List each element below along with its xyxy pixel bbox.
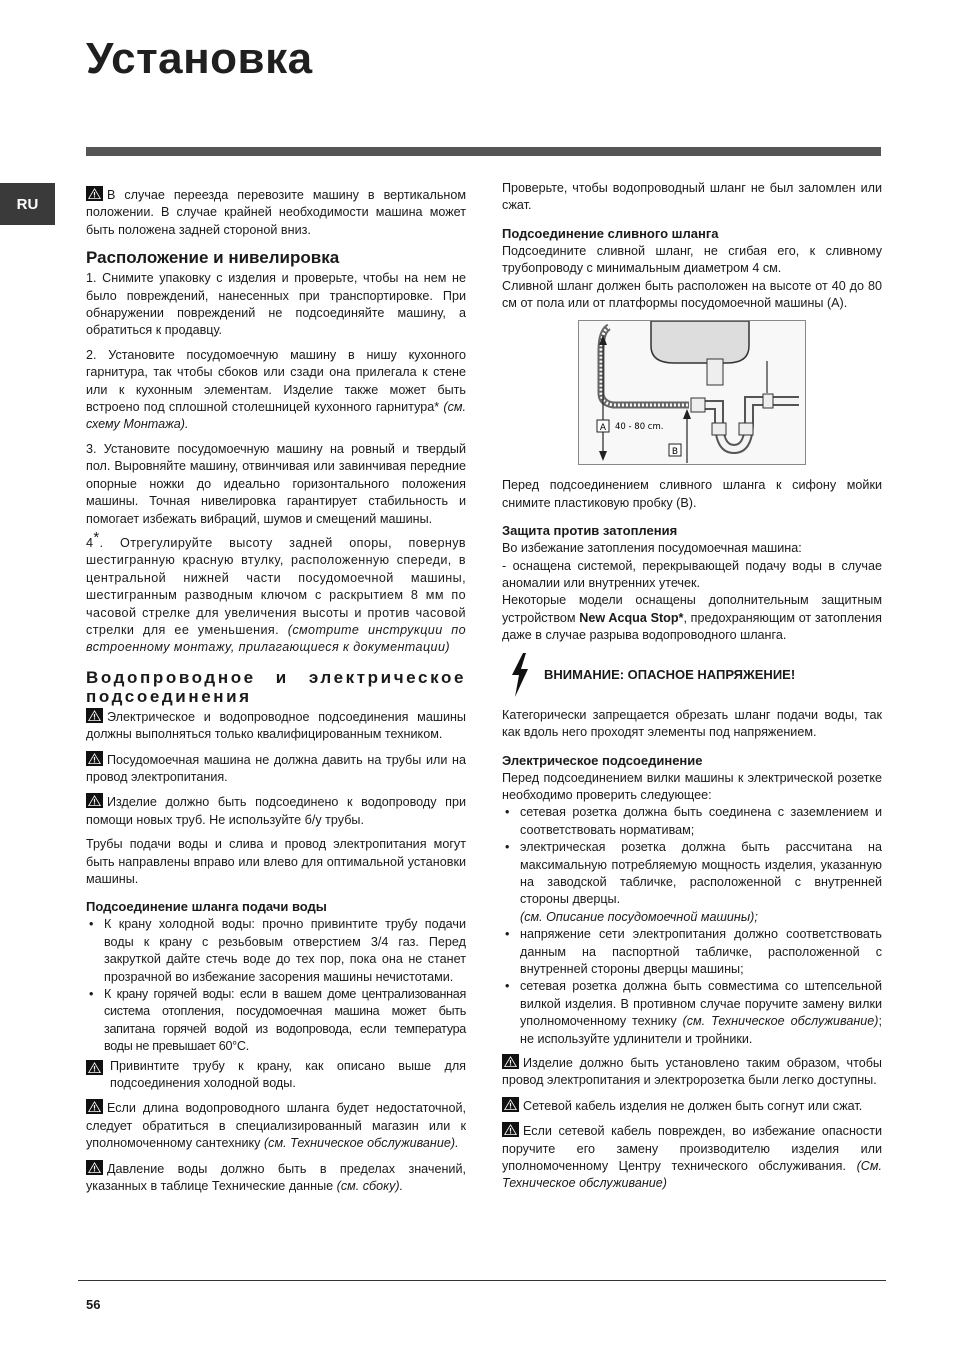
lightning-bolt-icon: [510, 653, 530, 697]
paragraph: Перед подсоединением вилки машины к электрической розетке необходимо проверить следующее:: [502, 770, 882, 802]
language-tab: RU: [0, 183, 55, 225]
paragraph: Проверьте, чтобы водопроводный шланг не был заломлен или сжат.: [502, 181, 882, 213]
warning-note: Если длина водопроводного шланга будет недостаточной, следует обратиться в специализированный магазин или к уполномоченному сантехнику (см. Техническое обслуживание).: [86, 1101, 466, 1151]
warning-triangle-icon: [502, 1097, 519, 1112]
warning-triangle-icon: [86, 186, 103, 201]
intro-warning: В случае переезда перевозите машину в вертикальном положении. В случае крайней необходимости машина может быть положена задней стороной вниз.: [86, 188, 466, 237]
title-divider: [86, 147, 881, 156]
height-label: 40 - 80 cm.: [615, 422, 664, 433]
drain-hose-diagram: [578, 320, 806, 465]
warning-triangle-icon: [86, 793, 103, 808]
paragraph: Во избежание затопления посудомоечная машина:: [502, 541, 802, 556]
warning-note: Изделие должно быть подсоединено к водопроводу при помощи новых труб. Не используйте б/у трубы.: [86, 795, 466, 827]
page-number: 56: [86, 1297, 101, 1312]
warning-triangle-icon: [502, 1122, 519, 1137]
warning-note: Давление воды должно быть в пределах значений, указанных в таблице Технические данные (см. сбоку).: [86, 1161, 466, 1194]
warning-triangle-icon: [86, 1160, 103, 1175]
paragraph: Некоторые модели оснащены дополнительным защитным устройством New Acqua Stop*, предохраняющим от затопления даже в случае разрыва водопроводного шланга.: [502, 593, 882, 643]
section-heading-connections: Водопроводное и электрическое подсоединения: [86, 667, 466, 706]
paragraph: 2. Установите посудомоечную машину в нишу кухонного гарнитура, так чтобы сбоков или сзади она прилегала к стене или к кухонным элементам. Изделие также может быть встроено под сплошной столешницей кухонного гарнитура* (см. схему Монтажа).: [86, 347, 466, 432]
subheading-electrical: Электрическое подсоединение: [502, 752, 703, 768]
section-heading-leveling: Расположение и нивелировка: [86, 248, 340, 268]
subheading-flood-protection: Защита против затопления: [502, 523, 678, 539]
footer-divider: [78, 1280, 886, 1281]
warning-triangle-icon: [86, 1099, 103, 1114]
warning-triangle-icon: [86, 751, 103, 766]
warning-note: Электрическое и водопроводное подсоединения машины должны выполняться только квалифицированным техником.: [86, 709, 466, 742]
paragraph: 1. Снимите упаковку с изделия и проверьте, чтобы на нем не было повреждений, нанесенных при транспортировке. При обнаружении повреждений не подсоединяйте машину, а обратиться к продавцу.: [86, 271, 466, 338]
paragraph: Перед подсоединением сливного шланга к сифону мойки снимите пластиковую пробку (B).: [502, 478, 882, 510]
list-item: • электрическая розетка должна быть рассчитана на максимальную потребляемую мощность изделия, указанную на заводской табличке, расположенной с внутренней стороны дверцы. (см. Описание посудомоечной машины);: [502, 839, 882, 926]
paragraph: 3. Установите посудомоечную машину на ровный и твердый пол. Выровняйте машину, отвинчивая или завинчивая передние опорные ножки до идеально горизонтального положения машины. Точная нивелировка гарантирует стабильность и помогает избежать вибраций, шумов и смещений машины.: [86, 441, 466, 526]
list-item: • К крану горячей воды: если в вашем доме централизованная система отопления, посудомоечная машина может быть запитана горячей водой из водопровода, если температура воды не превышает 60°C.: [86, 986, 466, 1056]
paragraph: 4*. Отрегулируйте высоту задней опоры, повернув шестигранную красную втулку, расположенную спереди, в центральной нижней части посудомоечной машины, шестигранным разводным ключом с раскрытием 8 мм по часовой стрелке для увеличения высоты и против часовой стрелки для ее уменьшения. (смотрите инструкции по встроенному монтажу, прилагающиеся к документации): [86, 528, 467, 655]
warning-note: Если сетевой кабель поврежден, во избежание опасности поручите его замену производителю изделия или уполномоченному Центру технического обслуживания. (См. Техническое обслуживание): [502, 1124, 882, 1191]
list-item: • напряжение сети электропитания должно соответствовать данным на паспортной табличке, расположенной с внутренней стороны дверцы машины;: [502, 926, 882, 978]
paragraph: Подсоедините сливной шланг, не сгибая его, к сливному трубопроводу с минимальным диаметром 4 см.: [502, 243, 882, 276]
warning-triangle-icon: [502, 1054, 519, 1069]
warning-note: Посудомоечная машина не должна давить на трубы или на провод электропитания.: [86, 752, 466, 784]
warning-note: Привинтите трубу к крану, как описано выше для подсоединения холодной воды.: [86, 1058, 466, 1093]
list-item: • К крану холодной воды: прочно привинтите трубу подачи воды к крану с резьбовым отверстием 3/4 газ. Перед закруткой дайте стечь воде до тех пор, пока она не станет прозрачной во избежание засорения машины нечистотами.: [86, 916, 466, 986]
drain-hose-illustration: [579, 321, 805, 464]
warning-note: Сетевой кабель изделия не должен быть согнут или сжат.: [502, 1097, 882, 1115]
warning-triangle-icon: [86, 1060, 103, 1075]
right-column: [502, 180, 882, 1200]
page-title: Установка: [86, 34, 313, 83]
paragraph: Трубы подачи воды и слива и провод электропитания могут быть направлены вправо или влево для оптимальной установки машины.: [86, 837, 466, 886]
list-item: • сетевая розетка должна быть соединена с заземлением и соответствовать нормативам;: [502, 804, 882, 839]
subheading-drain-hose: Подсоединение сливного шланга: [502, 225, 719, 241]
label-a: A: [599, 423, 607, 434]
danger-voltage-warning: [502, 653, 882, 697]
left-column: [86, 186, 466, 1203]
warning-triangle-icon: [86, 708, 103, 723]
paragraph: Категорически запрещается обрезать шланг подачи воды, так как вдоль него проходят элементы под напряжением.: [502, 707, 882, 740]
paragraph: - оснащена системой, перекрывающей подачу воды в случае аномалии или внутренних утечек.: [502, 558, 882, 591]
list-item: • сетевая розетка должна быть совместима со штепсельной вилкой изделия. В противном случае поручите замену вилки уполномоченному технику (см. Техническое обслуживание); не используйте удлинители и тройники.: [502, 978, 882, 1048]
danger-label: ВНИМАНИЕ: ОПАСНОЕ НАПРЯЖЕНИЕ!: [544, 666, 796, 682]
paragraph: Сливной шланг должен быть расположен на высоте от 40 до 80 см от пола или от платформы посудомоечной машины (A).: [502, 278, 882, 311]
warning-note: Изделие должно быть установлено таким образом, чтобы провод электропитания и электророзетка были легко доступны.: [502, 1056, 882, 1088]
subheading-water-inlet: Подсоединение шланга подачи воды: [86, 899, 327, 915]
label-b: B: [671, 447, 679, 458]
